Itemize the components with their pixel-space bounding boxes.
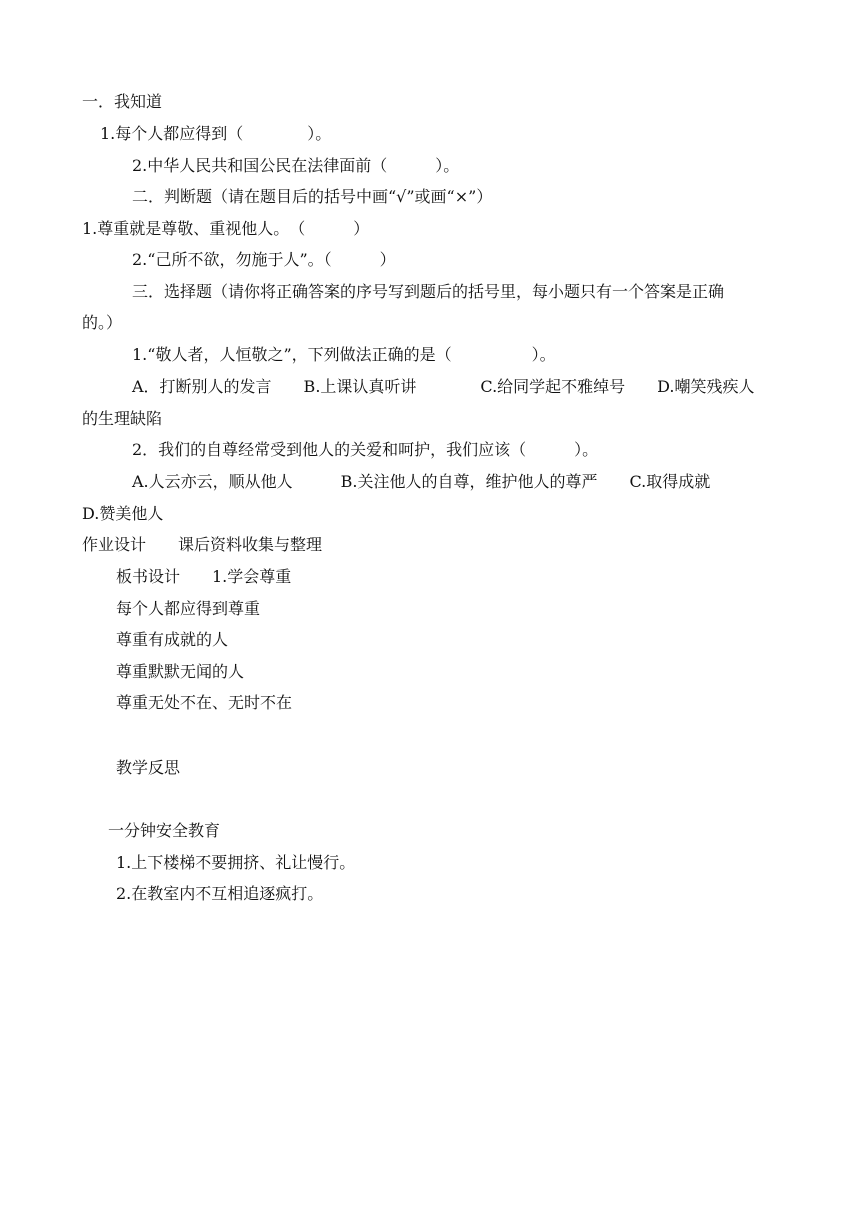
- section3-heading-line1: 三．选择题（请你将正确答案的序号写到题后的括号里，每小题只有一个答案是正确: [132, 282, 725, 301]
- section3-q2-options-cont: D.赞美他人: [82, 504, 164, 523]
- section1-question-2: 2.中华人民共和国公民在法律面前（ ）。: [132, 156, 460, 175]
- section2-question-2: 2.“己所不欲，勿施于人”。（ ）: [132, 250, 396, 269]
- section3-q1-options-cont: 的生理缺陷: [82, 409, 163, 428]
- section1-question-1: 1.每个人都应得到（ ）。: [100, 124, 332, 143]
- board-design-item: 尊重默默无闻的人: [116, 662, 245, 681]
- section3-q1-stem: 1.“敬人者，人恒敬之”，下列做法正确的是（ ）。: [132, 345, 556, 364]
- board-design-item: 尊重无处不在、无时不在: [116, 693, 293, 712]
- safety-education-title: 一分钟安全教育: [108, 821, 221, 840]
- section2-heading: 二．判断题（请在题目后的括号中画“√”或画“×”）: [132, 187, 493, 206]
- board-design-title: 板书设计 1.学会尊重: [116, 567, 292, 586]
- section3-q1-options: A．打断别人的发言 B.上课认真听讲 C.给同学起不雅绰号 D.嘲笑残疾人: [132, 377, 755, 396]
- homework-design: 作业设计 课后资料收集与整理: [82, 535, 323, 554]
- safety-item: 1.上下楼梯不要拥挤、礼让慢行。: [116, 853, 356, 872]
- board-design-item: 尊重有成就的人: [116, 630, 229, 649]
- section2-question-1: 1.尊重就是尊敬、重视他人。 （ ）: [82, 219, 370, 238]
- safety-item: 2.在教室内不互相追逐疯打。: [116, 884, 324, 903]
- section3-q2-stem: 2．我们的自尊经常受到他人的关爱和呵护，我们应该（ ）。: [132, 440, 599, 459]
- section1-heading: 一．我知道: [82, 92, 163, 111]
- teaching-reflection: 教学反思: [116, 758, 181, 777]
- board-design-item: 每个人都应得到尊重: [116, 599, 261, 618]
- section3-q2-options: A.人云亦云，顺从他人 B.关注他人的自尊，维护他人的尊严 C.取得成就: [132, 472, 711, 491]
- section3-heading-line2: 的。）: [82, 313, 123, 332]
